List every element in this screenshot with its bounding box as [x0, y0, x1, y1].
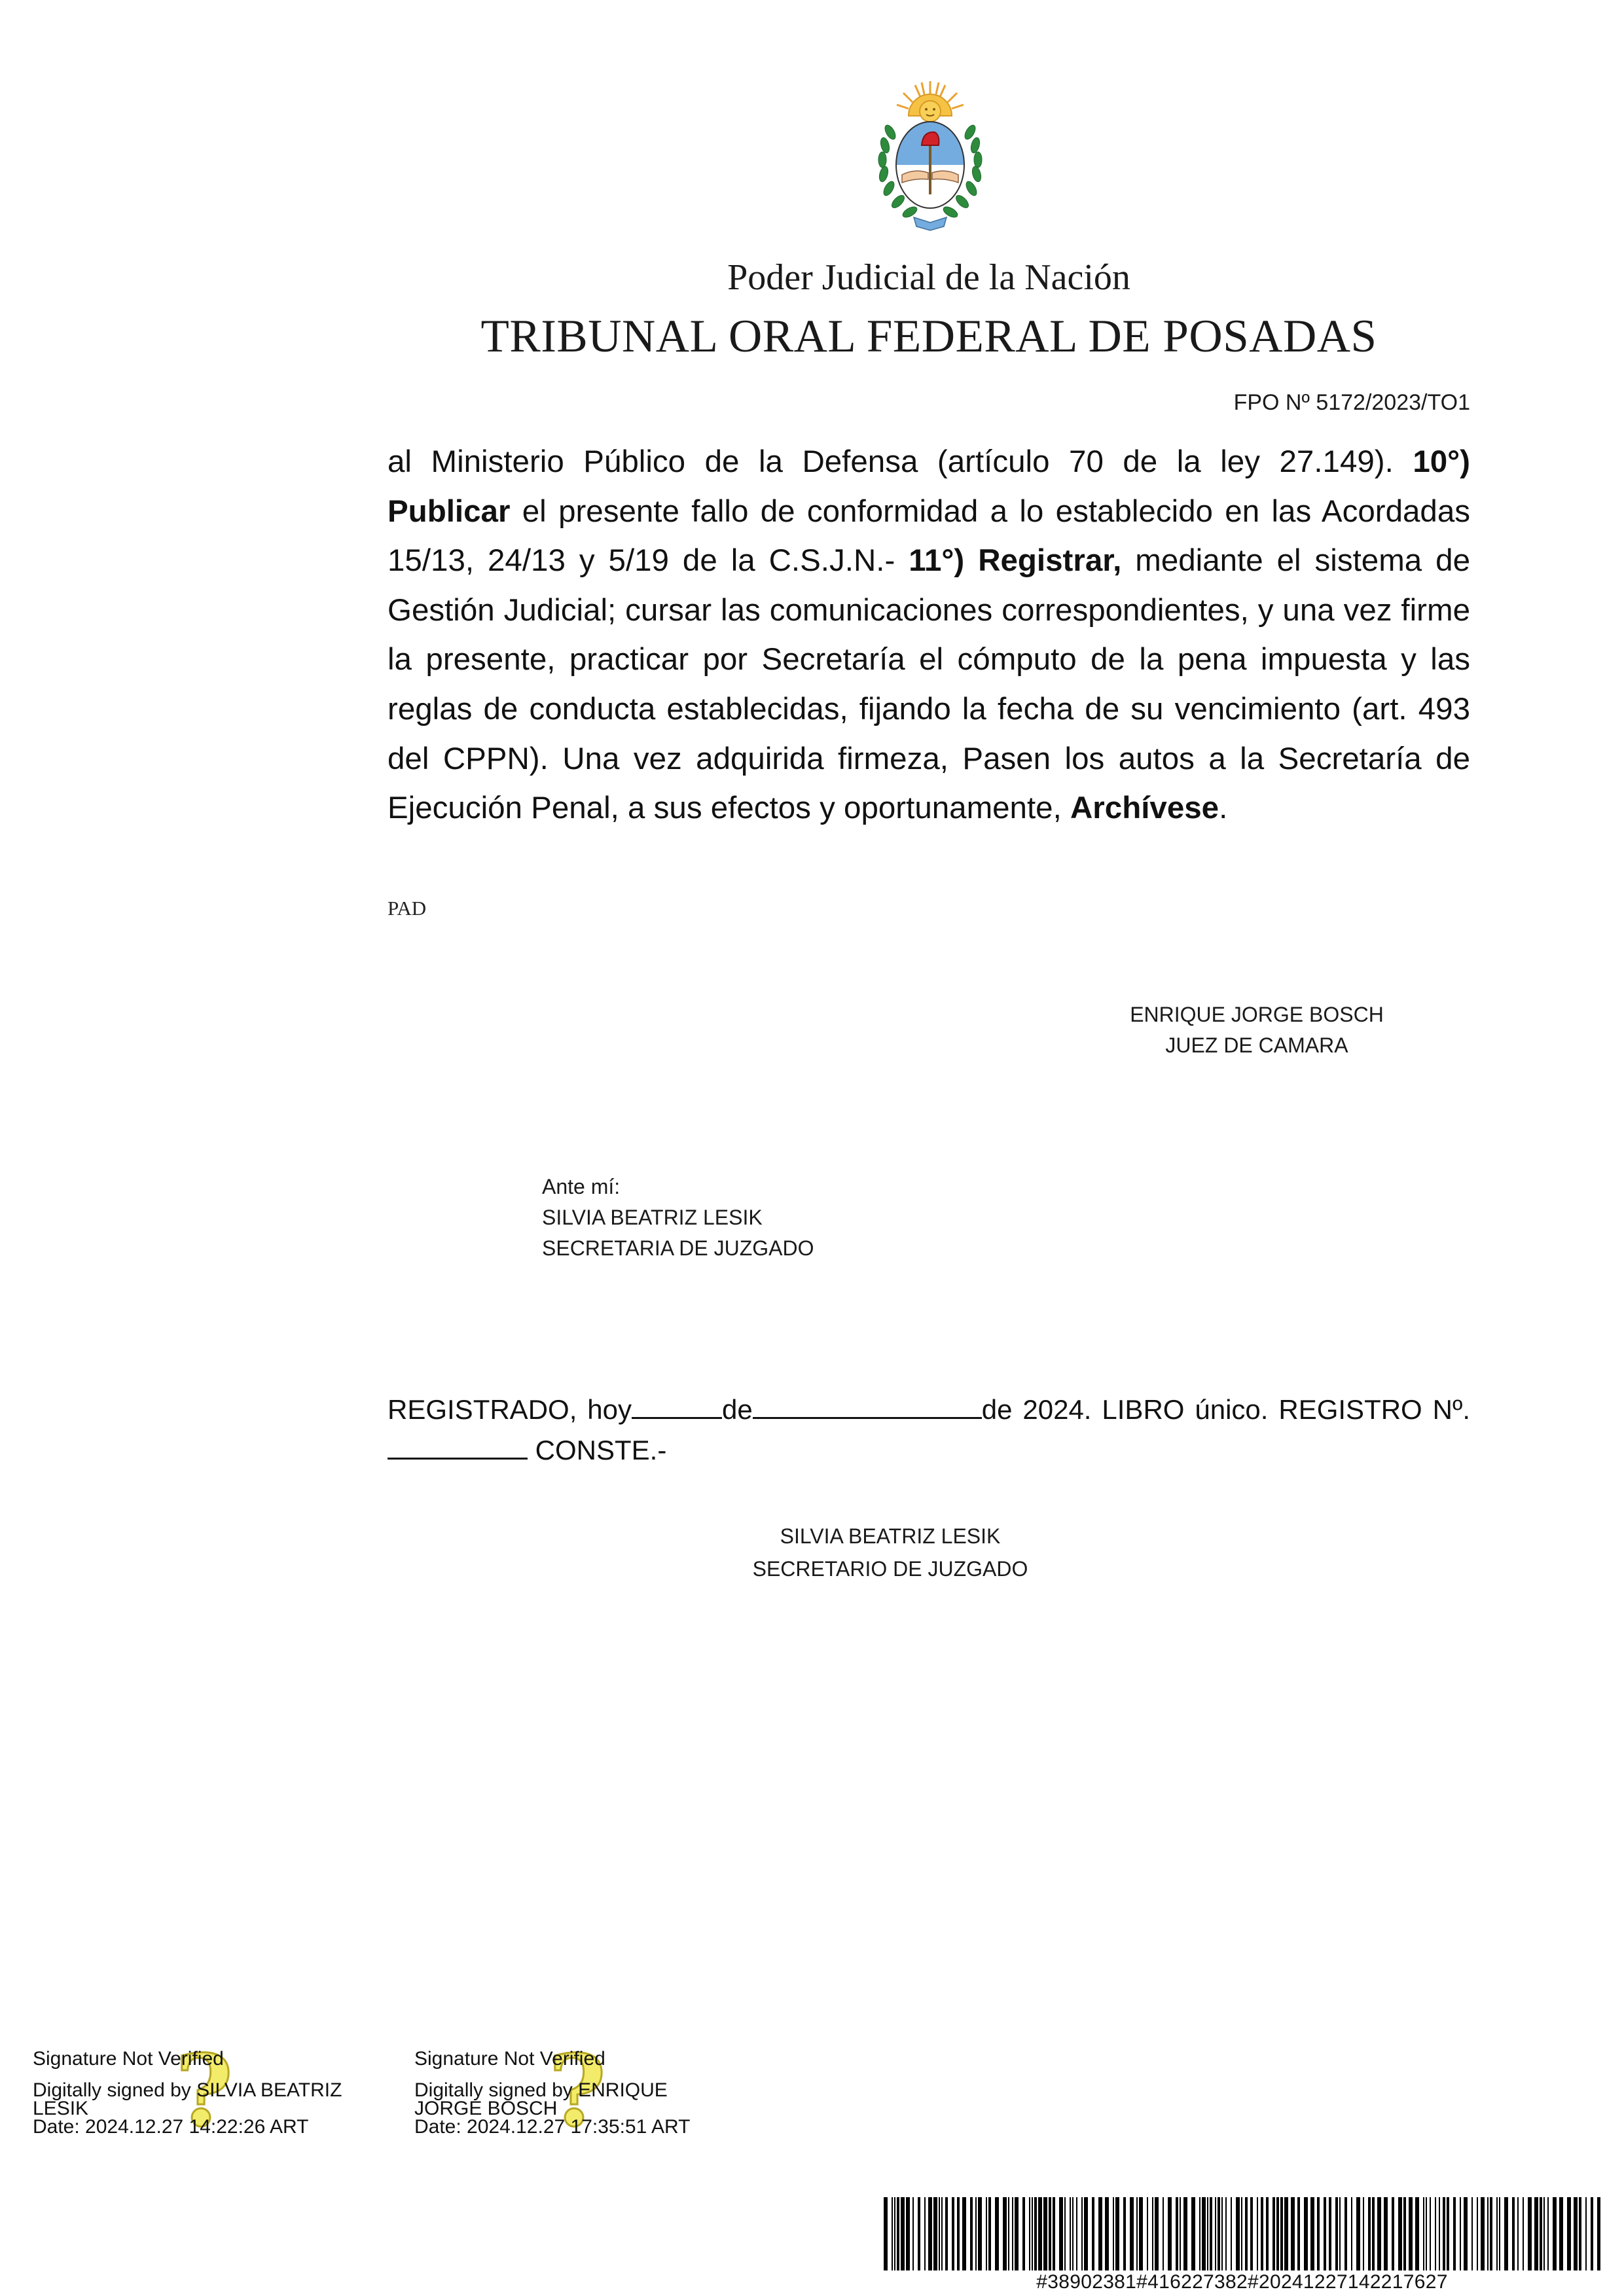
barcode-bar [1152, 2197, 1153, 2270]
barcode-bar [1477, 2197, 1478, 2270]
barcode-bar [1585, 2197, 1587, 2270]
barcode-bar [1377, 2197, 1381, 2270]
barcode-bar [1250, 2197, 1253, 2270]
organization-name: Poder Judicial de la Nación [727, 257, 1130, 298]
question-mark-icon: ? [549, 2034, 606, 2149]
barcode-bar [1356, 2197, 1360, 2270]
barcode-bar [1155, 2197, 1159, 2270]
barcode-bar [1464, 2197, 1468, 2270]
barcode-bar [1003, 2197, 1007, 2270]
body-text: el presente fallo de conformidad a lo establecido en las Acordadas 15/13, 24/13 y 5/19 de la C.S.J.N.- [388, 493, 1470, 579]
barcode-bar [924, 2197, 926, 2270]
body-text: mediante el sistema de Gestión Judicial; cursar las comunicaciones correspondientes, y una vez firme la presente, practicar por Secretaría el cómputo de la pena impuesta y las reglas de conducta establecidas, fijando la fecha de su vencimiento (art. 493 del CPPN). Una vez adquirida firmeza, Pasen los autos a la Secretaría de Ejecución Penal, a sus efectos y oportunamente, [388, 543, 1470, 826]
barcode-bar [1499, 2197, 1500, 2270]
day-blank [632, 1393, 722, 1419]
barcode-bar [1372, 2197, 1375, 2270]
barcode-bar [1439, 2197, 1440, 2270]
barcode-bar [1447, 2197, 1449, 2270]
signature-date: Date: 2024.12.27 17:35:51 ART [414, 2116, 691, 2138]
barcode-bar [1297, 2197, 1300, 2270]
barcode-bar [1261, 2197, 1263, 2270]
barcode-bar [1351, 2197, 1352, 2270]
barcode-bar [1038, 2197, 1042, 2270]
barcode-bar [1579, 2197, 1581, 2270]
judge-name: ENRIQUE JORGE BOSCH [1130, 1003, 1384, 1026]
barcode-bar [1409, 2197, 1413, 2270]
archivese-directive: Archívese [1070, 791, 1219, 826]
barcode-bar [1123, 2197, 1126, 2270]
barcode-bar [1139, 2197, 1143, 2270]
barcode-bar [1064, 2197, 1066, 2270]
signature-status: Signature Not Verified [414, 2048, 605, 2070]
barcode-bar [1266, 2197, 1269, 2270]
barcode-bar [1053, 2197, 1055, 2270]
barcode-bar [1215, 2197, 1216, 2270]
registration-text: de 2024. LIBRO único. REGISTRO [981, 1394, 1422, 1425]
barcode-bar [1304, 2197, 1308, 2270]
signature-status: Signature Not Verified [33, 2048, 224, 2070]
barcode-bar [1183, 2197, 1187, 2270]
signature-details [414, 2050, 690, 2136]
barcode-bar [1210, 2197, 1212, 2270]
barcode-bar [945, 2197, 948, 2270]
secretary-title: SECRETARIO DE JUZGADO [752, 1557, 1028, 1581]
barcode-bar [1403, 2197, 1406, 2270]
barcode-bar [1276, 2197, 1279, 2270]
barcode-bar [1435, 2197, 1436, 2270]
barcode-bar [1231, 2197, 1232, 2270]
barcode-bar [1443, 2197, 1445, 2270]
signed-by-cont: LESIK [33, 2098, 89, 2119]
signed-by-cont: JORGE BOSCH [414, 2098, 558, 2119]
barcode-bar [1559, 2197, 1563, 2270]
barcode-bar [1490, 2197, 1492, 2270]
barcode-bar [918, 2197, 920, 2270]
barcode-bar [1280, 2197, 1283, 2270]
barcode-bar [986, 2197, 987, 2270]
before-me-block [542, 1172, 1000, 1264]
barcode-bar [1180, 2197, 1181, 2270]
barcode-bar [1460, 2197, 1461, 2270]
barcode-bar [939, 2197, 940, 2270]
digital-signature-1[interactable] [33, 2034, 399, 2149]
barcode-bar [1547, 2197, 1549, 2270]
barcode-bar [1032, 2197, 1033, 2270]
barcode-bar [1202, 2197, 1206, 2270]
barcode-bar [1163, 2197, 1164, 2270]
barcode-bar [1130, 2197, 1134, 2270]
barcode-bar [1567, 2197, 1571, 2270]
barcode-bar [1335, 2197, 1338, 2270]
barcode-bar [1070, 2197, 1071, 2270]
sun-icon [897, 81, 964, 122]
barcode-bar [1415, 2197, 1419, 2270]
barcode-bar [1512, 2197, 1515, 2270]
signed-by: Digitally signed by ENRIQUE [414, 2079, 668, 2101]
barcode-bar [1553, 2197, 1557, 2270]
barcode-bar [928, 2197, 932, 2270]
barcode-bar [1534, 2197, 1538, 2270]
barcode-bar [884, 2197, 888, 2270]
barcode-bar [1398, 2197, 1402, 2270]
barcode-bar [1272, 2197, 1275, 2270]
tribunal-title: TRIBUNAL ORAL FEDERAL DE POSADAS [480, 311, 1377, 362]
barcode-bar [1317, 2197, 1320, 2270]
barcode-bar [1310, 2197, 1314, 2270]
body-text: al Ministerio Público de la Defensa (artículo 70 de la ley 27.149). [388, 444, 1413, 479]
barcode-bar [892, 2197, 893, 2270]
barcode-bar [1015, 2197, 1019, 2270]
before-me-title: SECRETARIA DE JUZGADO [542, 1236, 814, 1260]
barcode-bar [1329, 2197, 1331, 2270]
barcode-bar [1059, 2197, 1063, 2270]
barcode-bar [1084, 2197, 1088, 2270]
barcode-bar [970, 2197, 973, 2270]
barcode-bar [975, 2197, 977, 2270]
barcode-bar [1072, 2197, 1074, 2270]
barcode-bar [957, 2197, 960, 2270]
registration-text: Nº. [1432, 1394, 1470, 1425]
barcode-bar [1218, 2197, 1220, 2270]
secretary-name: SILVIA BEATRIZ LESIK [780, 1524, 1001, 1548]
barcode-bar [1034, 2197, 1037, 2270]
barcode-bar [1008, 2197, 1009, 2270]
barcode-bar [901, 2197, 905, 2270]
barcode-bar [894, 2197, 895, 2270]
barcode-bar [995, 2197, 999, 2270]
barcode-bar [1284, 2197, 1288, 2270]
barcode-icon [884, 2197, 1600, 2270]
signed-by: Digitally signed by SILVIA BEATRIZ [33, 2079, 342, 2101]
barcode-bar [1324, 2197, 1326, 2270]
barcode-bar [1043, 2197, 1047, 2270]
barcode-bar [1022, 2197, 1025, 2270]
barcode-bar [1199, 2197, 1200, 2270]
barcode-bar [1481, 2197, 1485, 2270]
barcode-bar [1471, 2197, 1473, 2270]
barcode-bar [1221, 2197, 1223, 2270]
barcode-bar [1291, 2197, 1295, 2270]
barcode-bar [1168, 2197, 1172, 2270]
barcode-bar [912, 2197, 914, 2270]
barcode-bar [1423, 2197, 1424, 2270]
barcode-bar [1098, 2197, 1102, 2270]
registrar-directive: 11°) Registrar, [909, 543, 1122, 579]
barcode-bar [978, 2197, 982, 2270]
barcode-bar [1081, 2197, 1083, 2270]
barcode-bar [1147, 2197, 1148, 2270]
number-blank [388, 1434, 528, 1460]
body-text: . [1219, 791, 1228, 826]
digital-signature-2[interactable] [414, 2034, 781, 2149]
barcode-bar [1430, 2197, 1431, 2270]
secretary-signature-block [681, 1520, 1100, 1585]
signature-details [33, 2050, 342, 2136]
barcode-bar [1076, 2197, 1077, 2270]
barcode-bar [897, 2197, 899, 2270]
barcode-bar [1384, 2197, 1388, 2270]
case-number: FPO Nº 5172/2023/TO1 [1233, 390, 1470, 415]
barcode-bar [1339, 2197, 1341, 2270]
registration-text: REGISTRADO, hoy [388, 1394, 632, 1425]
barcode-bar [933, 2197, 937, 2270]
barcode-bar [1597, 2197, 1600, 2270]
body-paragraph [388, 437, 1470, 833]
barcode-bar [1574, 2197, 1578, 2270]
barcode-bar [1049, 2197, 1051, 2270]
barcode-bar [1487, 2197, 1489, 2270]
barcode-bar [1092, 2197, 1094, 2270]
barcode-bar [1453, 2197, 1456, 2270]
barcode-bar [1115, 2197, 1119, 2270]
barcode-bar [1363, 2197, 1364, 2270]
barcode-bar [952, 2197, 954, 2270]
barcode-bar [1225, 2197, 1227, 2270]
barcode-bar [988, 2197, 991, 2270]
before-me-name: SILVIA BEATRIZ LESIK [542, 1206, 763, 1229]
barcode-bar [1426, 2197, 1427, 2270]
barcode-bar [1012, 2197, 1013, 2270]
barcode-bar [1245, 2197, 1248, 2270]
barcode-bar [1136, 2197, 1138, 2270]
barcode-bar [1540, 2197, 1542, 2270]
barcode-bar [1523, 2197, 1524, 2270]
barcode-bar [1496, 2197, 1498, 2270]
registration-text: de [722, 1394, 753, 1425]
judge-signature-block [1074, 999, 1440, 1061]
typist-initials: PAD [388, 897, 427, 920]
barcode-bar [1368, 2197, 1371, 2270]
barcode-bar [941, 2197, 943, 2270]
barcode-bar [1105, 2197, 1109, 2270]
question-mark-icon: ? [175, 2034, 233, 2149]
barcode-bar [1176, 2197, 1178, 2270]
barcode-bar [1207, 2197, 1208, 2270]
barcode-bar [1504, 2197, 1508, 2270]
barcode-bar [1591, 2197, 1593, 2270]
barcode-bar [1257, 2197, 1258, 2270]
barcode-bar [1344, 2197, 1347, 2270]
barcode-bar [1528, 2197, 1532, 2270]
month-blank [753, 1393, 982, 1419]
barcode-bar [1236, 2197, 1240, 2270]
before-me-label: Ante mí: [542, 1175, 621, 1198]
registration-text: CONSTE.- [528, 1435, 667, 1465]
barcode-bar [962, 2197, 966, 2270]
barcode-bar [1543, 2197, 1545, 2270]
barcode-number: #38902381#416227382#20241227142217627 [1036, 2271, 1448, 2293]
signature-date: Date: 2024.12.27 14:22:26 ART [33, 2116, 309, 2138]
coat-of-arms-icon [876, 80, 984, 234]
registration-note [388, 1390, 1470, 1471]
barcode-bar [1241, 2197, 1242, 2270]
barcode-bar [1113, 2197, 1114, 2270]
barcode-bar [1191, 2197, 1195, 2270]
barcode-bar [1392, 2197, 1394, 2270]
judge-title: JUEZ DE CAMARA [1165, 1033, 1348, 1057]
barcode-bar [906, 2197, 910, 2270]
barcode-bar [1029, 2197, 1030, 2270]
barcode-bar [1517, 2197, 1519, 2270]
publicar-directive: 10°) Publicar [388, 444, 1470, 529]
